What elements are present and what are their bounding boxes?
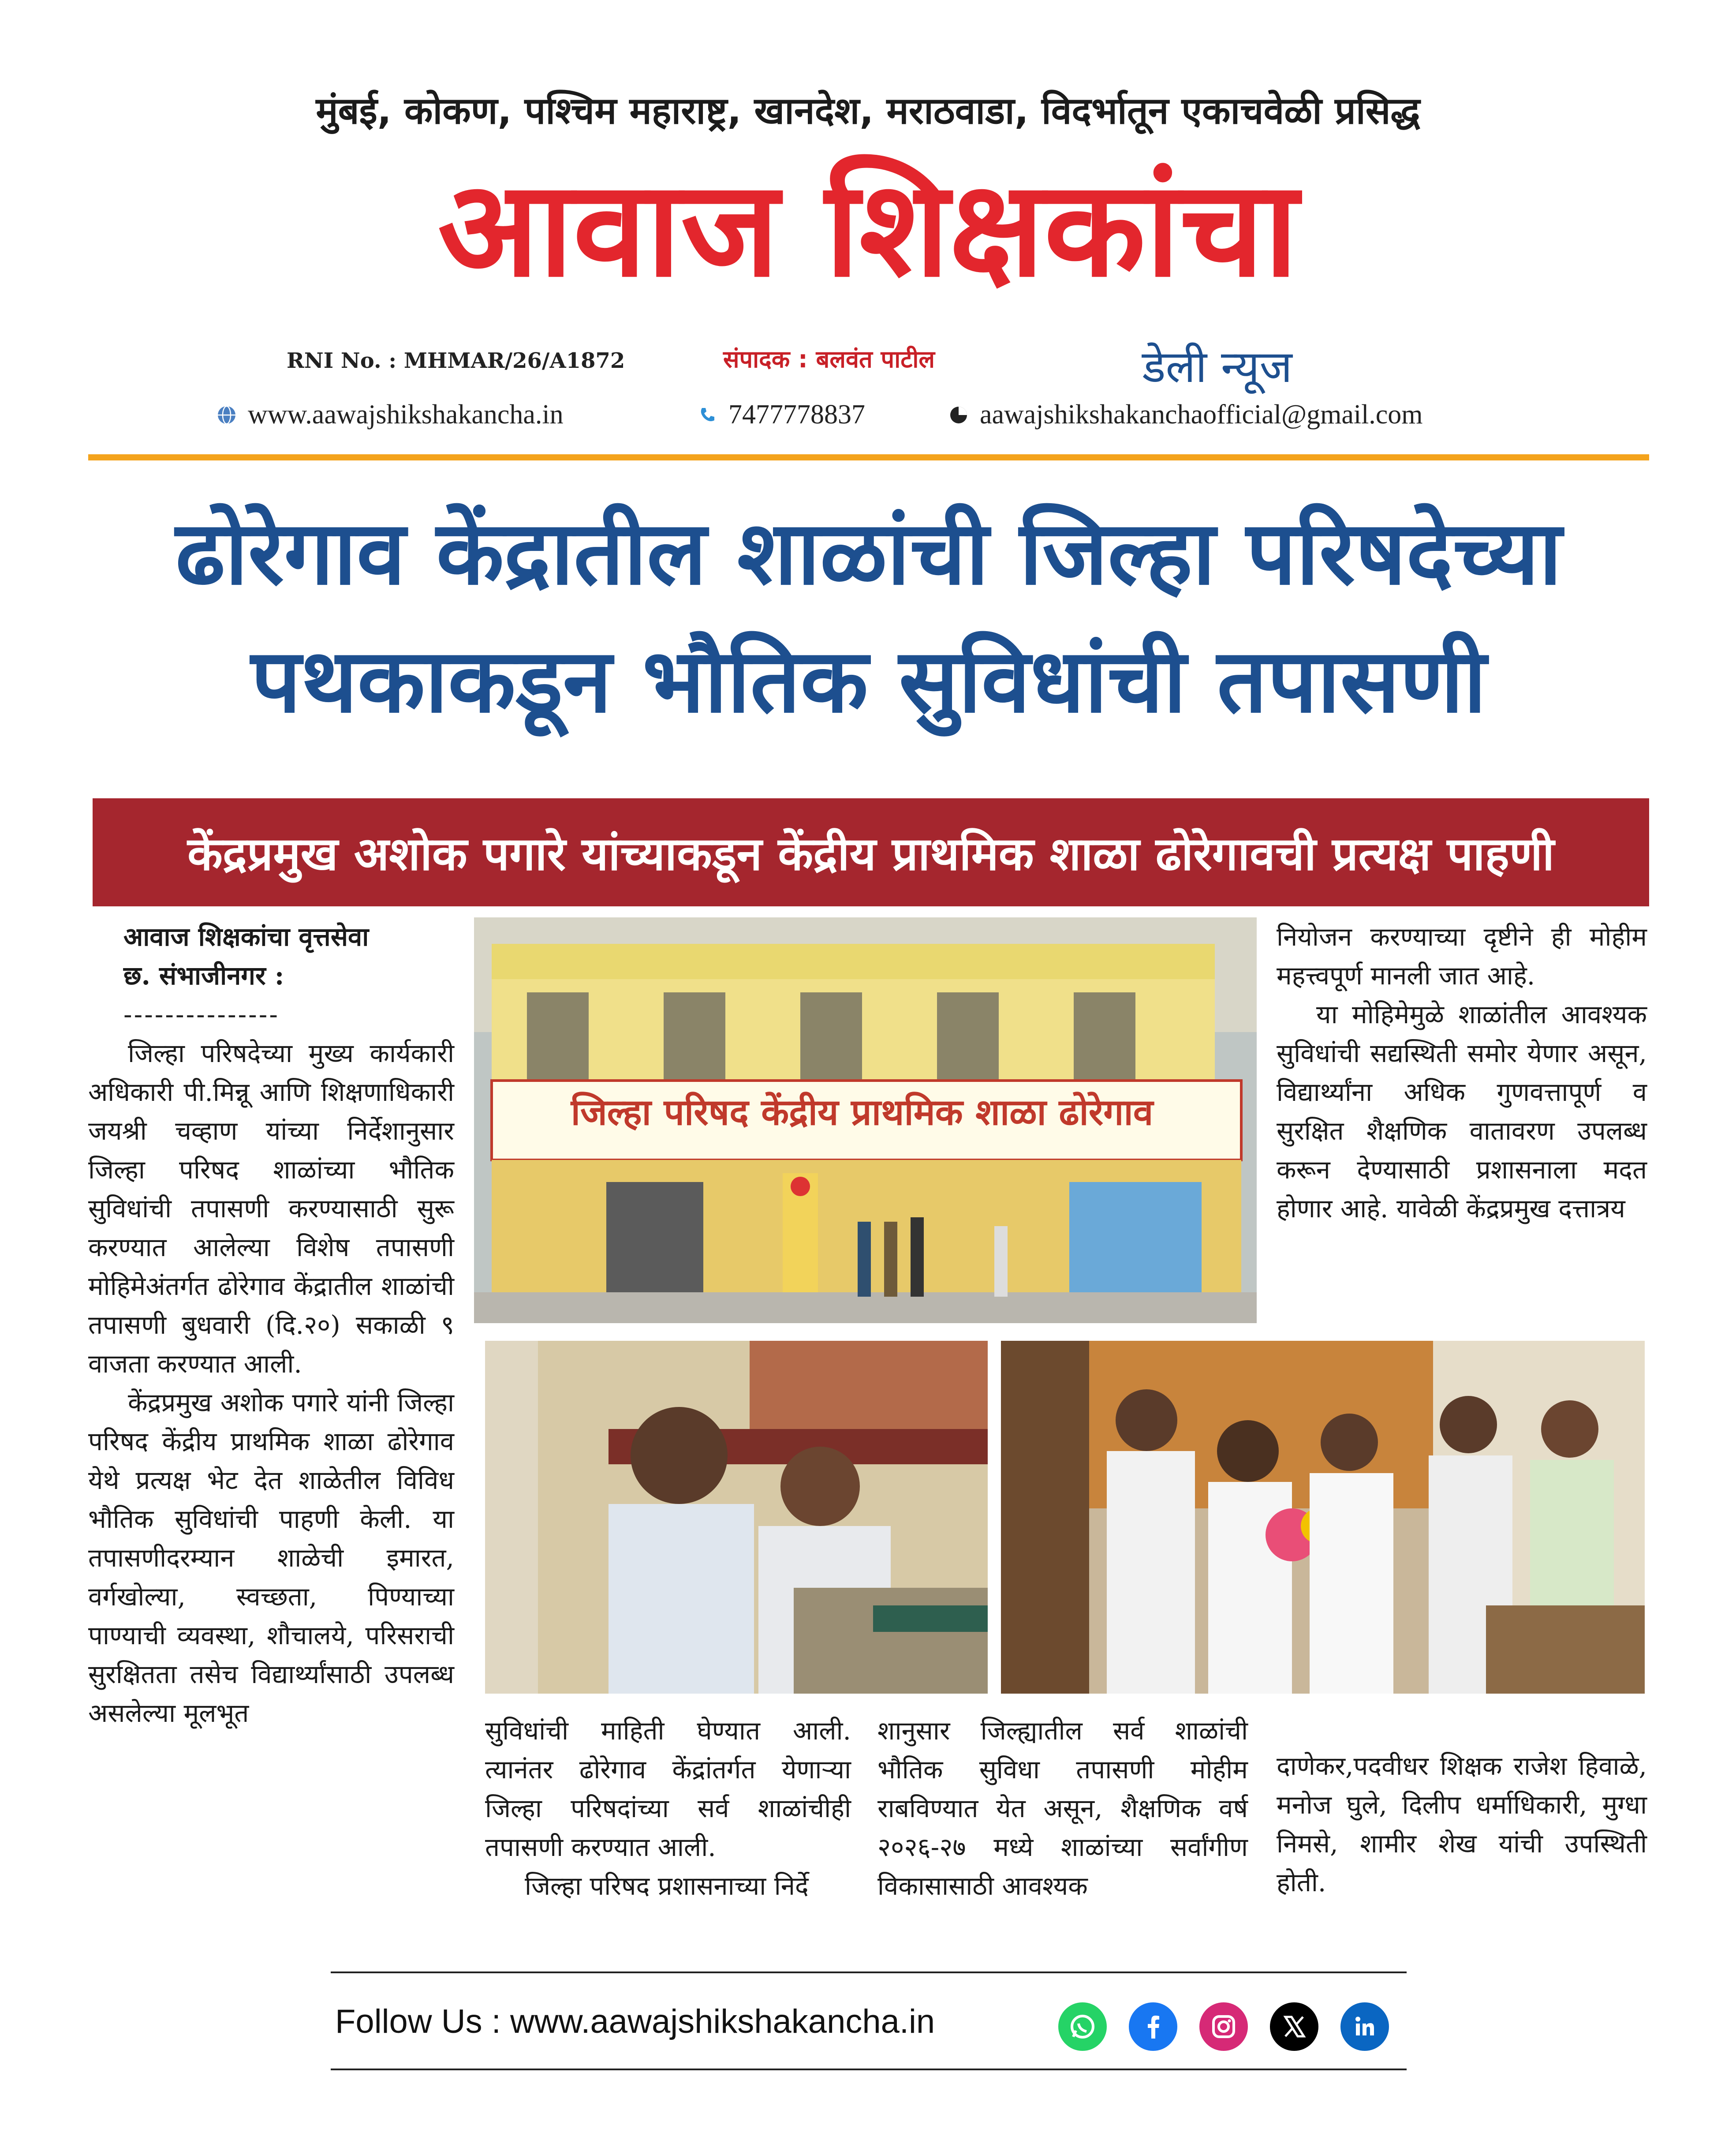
masthead-title: आवाज शिक्षकांचा [437,152,1299,306]
email-icon [948,404,969,426]
x-icon[interactable] [1270,2002,1318,2051]
phone-text: 7477778837 [728,400,865,430]
tagline: मुंबई, कोकण, पश्चिम महाराष्ट्र, खानदेश, मराठवाडा, विदर्भातून एकाचवेळी प्रसिद्ध [316,89,1420,132]
byline-service: आवाज शिक्षकांचा वृत्तसेवा [123,922,369,952]
subheadline-text: केंद्रप्रमुख अशोक पगारे यांच्याकडून केंद्रीय प्राथमिक शाळा ढोरेगावची प्रत्यक्ष पाहणी [187,827,1554,881]
byline-location: छ. संभाजीनगर : [123,961,284,991]
editor-name: संपादक : बलवंत पाटील [723,345,935,373]
subheadline-banner [93,798,1649,906]
header-divider [88,454,1649,460]
byline-divider: --------------- [123,999,280,1029]
follow-us-text[interactable]: Follow Us : www.aawajshikshakancha.in [335,2003,935,2040]
facebook-icon[interactable] [1129,2002,1177,2051]
contact-website[interactable] [216,399,564,430]
phone-icon [697,404,718,426]
paragraph-col3-1: शानुसार जिल्ह्यातील सर्व शाळांची भौतिक सुविधा तपासणी मोहीम राबविण्यात येत असून, शैक्षणिक वर्ष २०२६-२७ मध्ये शाळांच्या सर्वांगीण विकासासाठी आवश्यक [877,1716,1248,1901]
article-column-3 [877,1711,1248,1905]
paragraph-col2-1: सुविधांची माहिती घेण्यात आली. त्यानंतर ढोरेगाव केंद्रांतर्गत येणाऱ्या जिल्हा परिषदांच्या सर्व शाळांचीही तपासणी करण्यात आली. [485,1716,851,1862]
rni-number: RNI No. : MHMAR/26/A1872 [287,348,625,373]
paragraph-col4-1: नियोजन करण्याच्या दृष्टीने ही मोहीम महत्त्वपूर्ण मानली जात आहे. [1277,922,1647,991]
photo-officials-inspection [485,1341,988,1694]
paragraph-1: जिल्हा परिषदेच्या मुख्य कार्यकारी अधिकारी पी.मिन्नू आणि शिक्षणाधिकारी जयश्री चव्हाण यांच्या निर्देशानुसार जिल्हा परिषद शाळांच्या भौतिक सुविधांची तपासणी करण्यासाठी सुरू करण्यात आलेल्या विशेष तपासणी मोहिमेअंतर्गत ढोरेगाव केंद्रातील शाळांची तपासणी बुधवारी (दि.२०) सकाळी ९ वाजता करण्यात आली. [88,1038,454,1379]
article-column-4-bottom [1277,1747,1647,1902]
headline-line-2: पथकाकडून भौतिक सुविधांची तपासणी [251,630,1486,733]
whatsapp-icon[interactable] [1058,2002,1107,2051]
website-text: www.aawajshikshakancha.in [248,400,564,430]
instagram-icon[interactable] [1199,2002,1248,2051]
contact-phone[interactable] [697,399,865,430]
paragraph-col2-2: जिल्हा परिषद प्रशासनाच्या निर्दे [525,1871,809,1901]
headline-line-1: ढोरेगाव केंद्रातील शाळांची जिल्हा परिषदेच्या [175,502,1562,605]
globe-icon [216,404,237,426]
photo-felicitation [1001,1341,1645,1694]
paragraph-2: केंद्रप्रमुख अशोक पगारे यांनी जिल्हा परिषद केंद्रीय प्राथमिक शाळा ढोरेगाव येथे प्रत्यक्ष भेट देत शाळेतील विविध भौतिक सुविधांची पाहणी केली. या तपासणीदरम्यान शाळेची इमारत, वर्गखोल्या, स्वच्छता, पिण्याच्या पाण्याची व्यवस्था, शौचालये, परिसराची सुरक्षितता तसेच विद्यार्थ्यांसाठी उपलब्ध असलेल्या मूलभूत [88,1388,454,1728]
headline [53,490,1684,745]
article-column-2 [485,1711,851,1905]
article-column-4-top [1277,917,1647,1228]
article-column-1 [88,917,454,1732]
paragraph-col4-2: या मोहिमेमुळे शाळांतील आवश्यक सुविधांची सद्यस्थिती समोर येणार असून, विद्यार्थ्यांना अधिक गुणवत्तापूर्ण व सुरक्षित शैक्षणिक वातावरण उपलब्ध करून देण्यासाठी प्रशासनाला मदत होणार आहे. यावेळी केंद्रप्रमुख दत्तात्रय [1277,999,1647,1223]
photo-school-sign-text: जिल्हा परिषद केंद्रीय प्राथमिक शाळा ढोरेगाव [571,1092,1154,1133]
paragraph-col4-3: दाणेकर,पदवीधर शिक्षक राजेश हिवाळे, मनोज घुले, दिलीप धर्माधिकारी, मुग्धा निमसे, शामीर शेख यांची उपस्थिती होती. [1277,1751,1647,1897]
daily-news-label: डेली न्यूज [1142,341,1292,393]
footer-rule-top [331,1971,1407,1973]
linkedin-icon[interactable] [1340,2002,1389,2051]
email-text: aawajshikshakanchaofficial@gmail.com [980,400,1423,430]
photo-school-building [474,917,1257,1323]
contact-email[interactable] [948,399,1423,430]
footer-rule-bottom [331,2069,1407,2070]
